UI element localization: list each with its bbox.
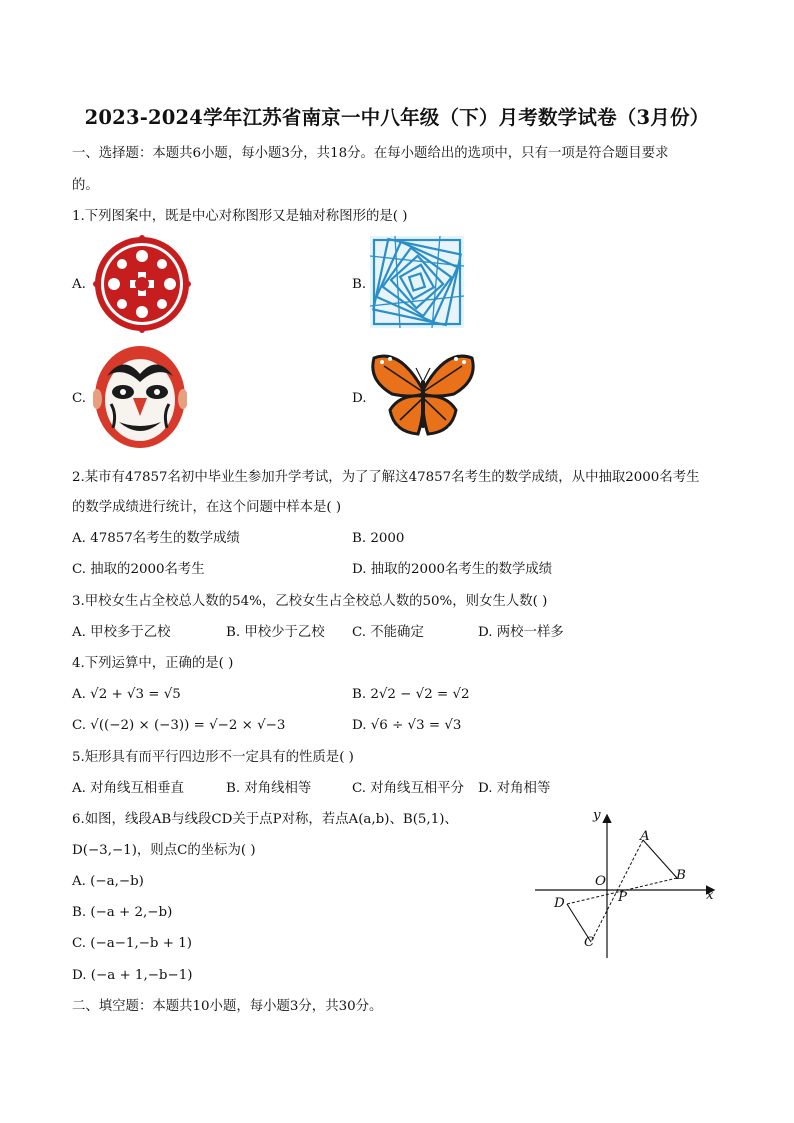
q4-stem: 4.下列运算中，正确的是( ) — [72, 656, 234, 671]
q5-option-a: A. 对角线互相垂直 — [72, 781, 184, 796]
q6-option-c: C. (−a−1,−b + 1) — [72, 936, 192, 951]
q4-option-b: B. 2√2 − √2 = √2 — [352, 687, 470, 702]
q1-option-b-label: B. — [352, 277, 367, 292]
q2-option-d: D. 抽取的2000名考生的数学成绩 — [352, 562, 553, 577]
section2-heading: 二、填空题：本题共10小题，每小题3分，共30分。 — [72, 999, 383, 1014]
q3-stem: 3.甲校女生占全校总人数的54%，乙校女生占全校总人数的50%，则女生人数( ) — [72, 594, 548, 609]
coordinate-figure — [533, 808, 723, 960]
q6-stem-line1: 6.如图，线段AB与线段CD关于点P对称，若点A(a,b)、B(5,1)、 — [72, 812, 458, 827]
q2-stem-line1: 2.某市有47857名初中毕业生参加升学考试，为了了解这47857名考生的数学成绩，从中抽取2000名考生 — [72, 470, 700, 485]
q2-option-c: C. 抽取的2000名考生 — [72, 562, 205, 577]
q1-option-d-label: D. — [352, 391, 367, 406]
q4-option-c: C. √((−2) × (−3)) = √−2 × √−3 — [72, 718, 286, 733]
segment-a-c — [591, 840, 643, 942]
figure-label-x: x — [706, 888, 714, 903]
segment-a-b — [643, 840, 677, 878]
q2-stem-line2: 的数学成绩进行统计，在这个问题中样本是( ) — [72, 500, 342, 515]
figure-label-c: C — [584, 935, 595, 950]
q4-option-d: D. √6 ÷ √3 = √3 — [352, 718, 462, 733]
opera-mask-image — [93, 344, 187, 450]
q1-stem: 1.下列图案中，既是中心对称图形又是轴对称图形的是( ) — [72, 209, 408, 224]
q3-option-d: D. 两校一样多 — [478, 625, 564, 640]
section1-heading-line2: 的。 — [72, 178, 99, 193]
q6-option-b: B. (−a + 2,−b) — [72, 905, 173, 920]
paper-cut-pattern-image — [92, 234, 192, 334]
q3-option-c: C. 不能确定 — [352, 625, 424, 640]
q2-option-a: A. 47857名考生的数学成绩 — [72, 531, 240, 546]
butterfly-image — [370, 350, 476, 442]
section1-heading-line1: 一、选择题：本题共6小题，每小题3分，共18分。在每小题给出的选项中，只有一项是符合题目要求 — [72, 146, 669, 161]
q5-option-d: D. 对角相等 — [478, 781, 551, 796]
q4-option-a: A. √2 + √3 = √5 — [72, 687, 181, 702]
page-title: 2023-2024学年江苏省南京一中八年级（下）月考数学试卷（3月份） — [84, 106, 710, 129]
q2-option-b: B. 2000 — [352, 531, 405, 546]
figure-label-y: y — [593, 808, 601, 823]
q5-option-b: B. 对角线相等 — [226, 781, 312, 796]
q5-option-c: C. 对角线互相平分 — [352, 781, 465, 796]
figure-label-a: A — [640, 829, 650, 844]
spiral-squares-image — [370, 236, 464, 328]
figure-label-d: D — [554, 896, 565, 911]
figure-label-o: O — [595, 874, 606, 889]
q1-option-a-label: A. — [72, 277, 86, 292]
q1-option-c-label: C. — [72, 391, 87, 406]
figure-label-b: B — [676, 868, 686, 883]
q6-option-d: D. (−a + 1,−b−1) — [72, 968, 193, 983]
q3-option-a: A. 甲校多于乙校 — [72, 625, 171, 640]
q3-option-b: B. 甲校少于乙校 — [226, 625, 325, 640]
q6-stem-line2: D(−3,−1)，则点C的坐标为( ) — [72, 843, 256, 858]
q5-stem: 5.矩形具有而平行四边形不一定具有的性质是( ) — [72, 750, 354, 765]
figure-label-p: P — [618, 890, 628, 905]
q6-option-a: A. (−a,−b) — [72, 874, 144, 889]
